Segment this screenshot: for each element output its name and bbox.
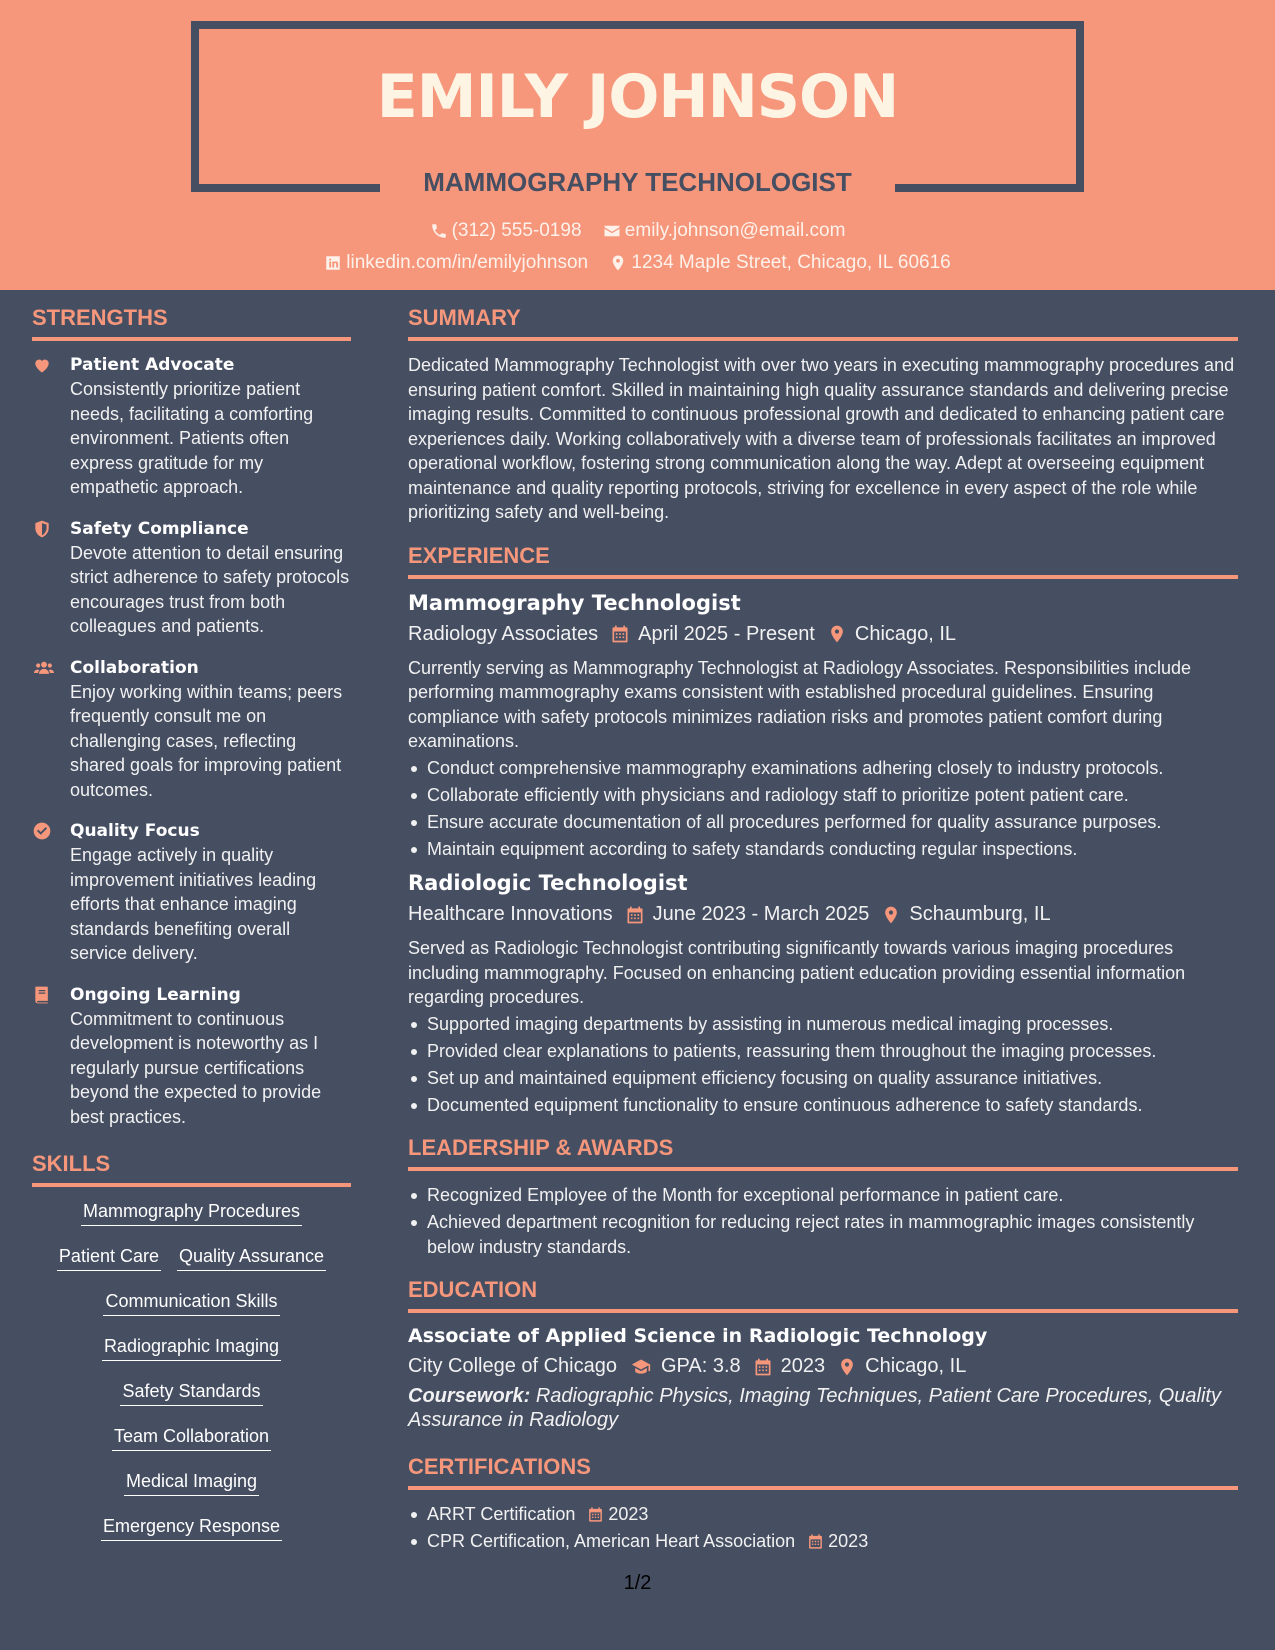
company-name: Radiology Associates: [408, 622, 599, 645]
strength-item: [32, 983, 351, 1130]
contact-row-2: [0, 252, 1275, 278]
strengths-heading: STRENGTHS: [32, 305, 351, 341]
skill-tag: Team Collaboration: [112, 1426, 271, 1451]
gpa: GPA: 3.8: [661, 1355, 741, 1377]
job-entry: [408, 871, 1238, 1117]
calendar-icon: [587, 1506, 604, 1523]
check-circle-icon: [32, 821, 52, 841]
left-column: [32, 305, 351, 1561]
certification-year: 2023: [828, 1531, 869, 1551]
certifications-list: [408, 1502, 1238, 1554]
job-bullets: [408, 1012, 1238, 1118]
job-title: Radiologic Technologist: [408, 871, 688, 895]
bullet-item: Recognized Employee of the Month for exceptional performance in patient care.: [408, 1183, 1238, 1208]
coursework-label: Coursework:: [408, 1385, 531, 1407]
map-pin-icon: [881, 905, 901, 925]
skill-tag: Emergency Response: [101, 1516, 282, 1541]
job-meta: [408, 623, 1238, 646]
contact-row-1: [0, 220, 1275, 246]
bullet-item: Ensure accurate documentation of all procedures performed for quality assurance purposes.: [408, 810, 1238, 835]
shield-icon: [32, 519, 52, 539]
job-entry: [408, 591, 1238, 862]
leadership-list: [408, 1183, 1238, 1259]
education-meta: [408, 1355, 1238, 1378]
bullet-item: Set up and maintained equipment efficiency focusing on quality assurance initiatives.: [408, 1066, 1238, 1091]
book-icon: [32, 985, 52, 1005]
job-role: MAMMOGRAPHY TECHNOLOGIST: [423, 167, 852, 197]
skill-tag: Safety Standards: [120, 1381, 262, 1406]
certification-name: CPR Certification, American Heart Association: [427, 1531, 796, 1551]
phone-contact: [430, 220, 582, 242]
strength-item: [32, 819, 351, 966]
certification-item: [408, 1529, 1238, 1554]
job-description: Currently serving as Mammography Technologist at Radiology Associates. Responsibilities include performing mammography exams consistent with established procedural guidelines. Ensuring compliance with safety protocols minimizes radiation risks and promotes patient comfort during examinations.: [408, 657, 1192, 751]
users-icon: [32, 658, 56, 678]
strength-title: Ongoing Learning: [70, 984, 241, 1005]
strength-desc: Devote attention to detail ensuring strict adherence to safety protocols encourages trust from both colleagues and patients.: [70, 542, 350, 636]
resume-header: [0, 0, 1275, 290]
strength-title: Quality Focus: [70, 821, 200, 841]
strength-title: Patient Advocate: [70, 355, 235, 375]
skill-tag: Quality Assurance: [177, 1246, 326, 1271]
page-number: 1/2: [623, 1572, 652, 1594]
phone-text: (312) 555-0198: [451, 220, 582, 241]
email-text[interactable]: emily.johnson@email.com: [624, 220, 846, 241]
strength-item: [32, 517, 351, 639]
bullet-item: Provided clear explanations to patients, reassuring them throughout the imaging processes.: [408, 1039, 1238, 1064]
calendar-icon: [753, 1357, 773, 1377]
job-location: Schaumburg, IL: [909, 903, 1051, 925]
linkedin-text[interactable]: linkedin.com/in/emilyjohnson: [346, 252, 589, 273]
experience-heading: EXPERIENCE: [408, 543, 1238, 579]
skill-tag: Mammography Procedures: [81, 1201, 302, 1226]
strength-item: [32, 353, 351, 500]
strength-desc: Consistently prioritize patient needs, facilitating a comforting environment. Patients often express gratitude for my empathetic approach.: [70, 379, 314, 497]
linkedin-icon: [324, 254, 342, 272]
school-name: City College of Chicago: [408, 1355, 617, 1377]
leadership-heading: LEADERSHIP & AWARDS: [408, 1135, 1238, 1171]
job-dates: April 2025 - Present: [638, 622, 815, 645]
skills-heading: SKILLS: [32, 1151, 351, 1187]
right-column: [408, 305, 1238, 1556]
certifications-heading: CERTIFICATIONS: [408, 1454, 1238, 1490]
calendar-icon: [625, 905, 645, 925]
skills-list: [32, 1201, 351, 1561]
job-meta: [408, 903, 1238, 926]
education-heading: EDUCATION: [408, 1277, 1238, 1313]
summary-text: Dedicated Mammography Technologist with over two years in executing mammography procedures and ensuring patient comfort. Skilled in maintaining high quality assurance standards and delivering precise imaging results. Committed to continuous professional growth and dedicated to enhancing patient care experiences daily. Working collaboratively with a diverse team of professionals facilitates an improved operational workflow, fostering strong communication along the way. Adept at overseeing equipment maintenance and quality reporting protocols, striving for excellence in every aspect of the role while prioritizing safety and well-being.: [408, 355, 1235, 522]
certification-year: 2023: [608, 1504, 649, 1524]
bullet-item: Collaborate efficiently with physicians and radiology staff to prioritize potent patient care.: [408, 783, 1238, 808]
candidate-name: EMILY JOHNSON: [376, 62, 899, 132]
address-text: 1234 Maple Street, Chicago, IL 60616: [631, 252, 951, 273]
email-contact[interactable]: [603, 220, 846, 242]
job-description: Served as Radiologic Technologist contributing significantly towards various imaging procedures including mammography. Focused on enhancing patient education providing essential information regarding procedures.: [408, 938, 1186, 1007]
job-title: Mammography Technologist: [408, 590, 741, 615]
strength-desc: Enjoy working within teams; peers frequently consult me on challenging cases, reflecting shared goals for improving patient outcomes.: [70, 681, 343, 800]
map-pin-icon: [837, 1357, 857, 1377]
envelope-icon: [603, 222, 621, 240]
certification-name: ARRT Certification: [427, 1504, 576, 1524]
skill-tag: Communication Skills: [103, 1291, 279, 1316]
calendar-icon: [610, 624, 630, 644]
heart-icon: [32, 355, 52, 375]
summary-heading: SUMMARY: [408, 305, 1238, 341]
strength-item: [32, 656, 351, 803]
strength-desc: Commitment to continuous development is noteworthy as I regularly pursue certifications beyond the expected to provide best practices.: [70, 1008, 322, 1127]
school-location: Chicago, IL: [865, 1355, 967, 1377]
phone-icon: [430, 222, 448, 240]
calendar-icon: [807, 1533, 824, 1550]
bullet-item: Supported imaging departments by assisting in numerous medical imaging processes.: [408, 1012, 1238, 1037]
bullet-item: Maintain equipment according to safety standards conducting regular inspections.: [408, 837, 1238, 862]
certification-item: [408, 1502, 1238, 1527]
skill-tag: Patient Care: [57, 1246, 161, 1271]
bullet-item: Documented equipment functionality to ensure continuous adherence to safety standards.: [408, 1093, 1238, 1118]
coursework: [408, 1384, 1238, 1432]
linkedin-contact[interactable]: [324, 252, 588, 274]
skill-tag: Radiographic Imaging: [102, 1336, 281, 1361]
degree-title: Associate of Applied Science in Radiologic Technology: [408, 1325, 988, 1347]
strength-title: Collaboration: [70, 657, 199, 678]
skill-tag: Medical Imaging: [124, 1471, 259, 1496]
company-name: Healthcare Innovations: [408, 903, 613, 925]
map-pin-icon: [827, 624, 847, 644]
job-bullets: [408, 756, 1238, 862]
map-pin-icon: [609, 254, 627, 272]
graduation-cap-icon: [629, 1357, 653, 1377]
bullet-item: Conduct comprehensive mammography examinations adhering closely to industry protocols.: [408, 756, 1238, 781]
job-dates: June 2023 - March 2025: [652, 903, 870, 925]
job-location: Chicago, IL: [854, 622, 957, 645]
strength-title: Safety Compliance: [70, 518, 249, 539]
address-contact: [609, 252, 950, 274]
coursework-list: Radiographic Physics, Imaging Techniques, Patient Care Procedures, Quality Assurance in Radiology: [408, 1385, 1221, 1431]
strength-desc: Engage actively in quality improvement initiatives leading efforts that enhance imaging standards benefiting overall service delivery.: [70, 845, 317, 963]
graduation-year: 2023: [780, 1355, 826, 1377]
bullet-item: Achieved department recognition for reducing reject rates in mammographic images consistently below industry standards.: [408, 1210, 1238, 1259]
